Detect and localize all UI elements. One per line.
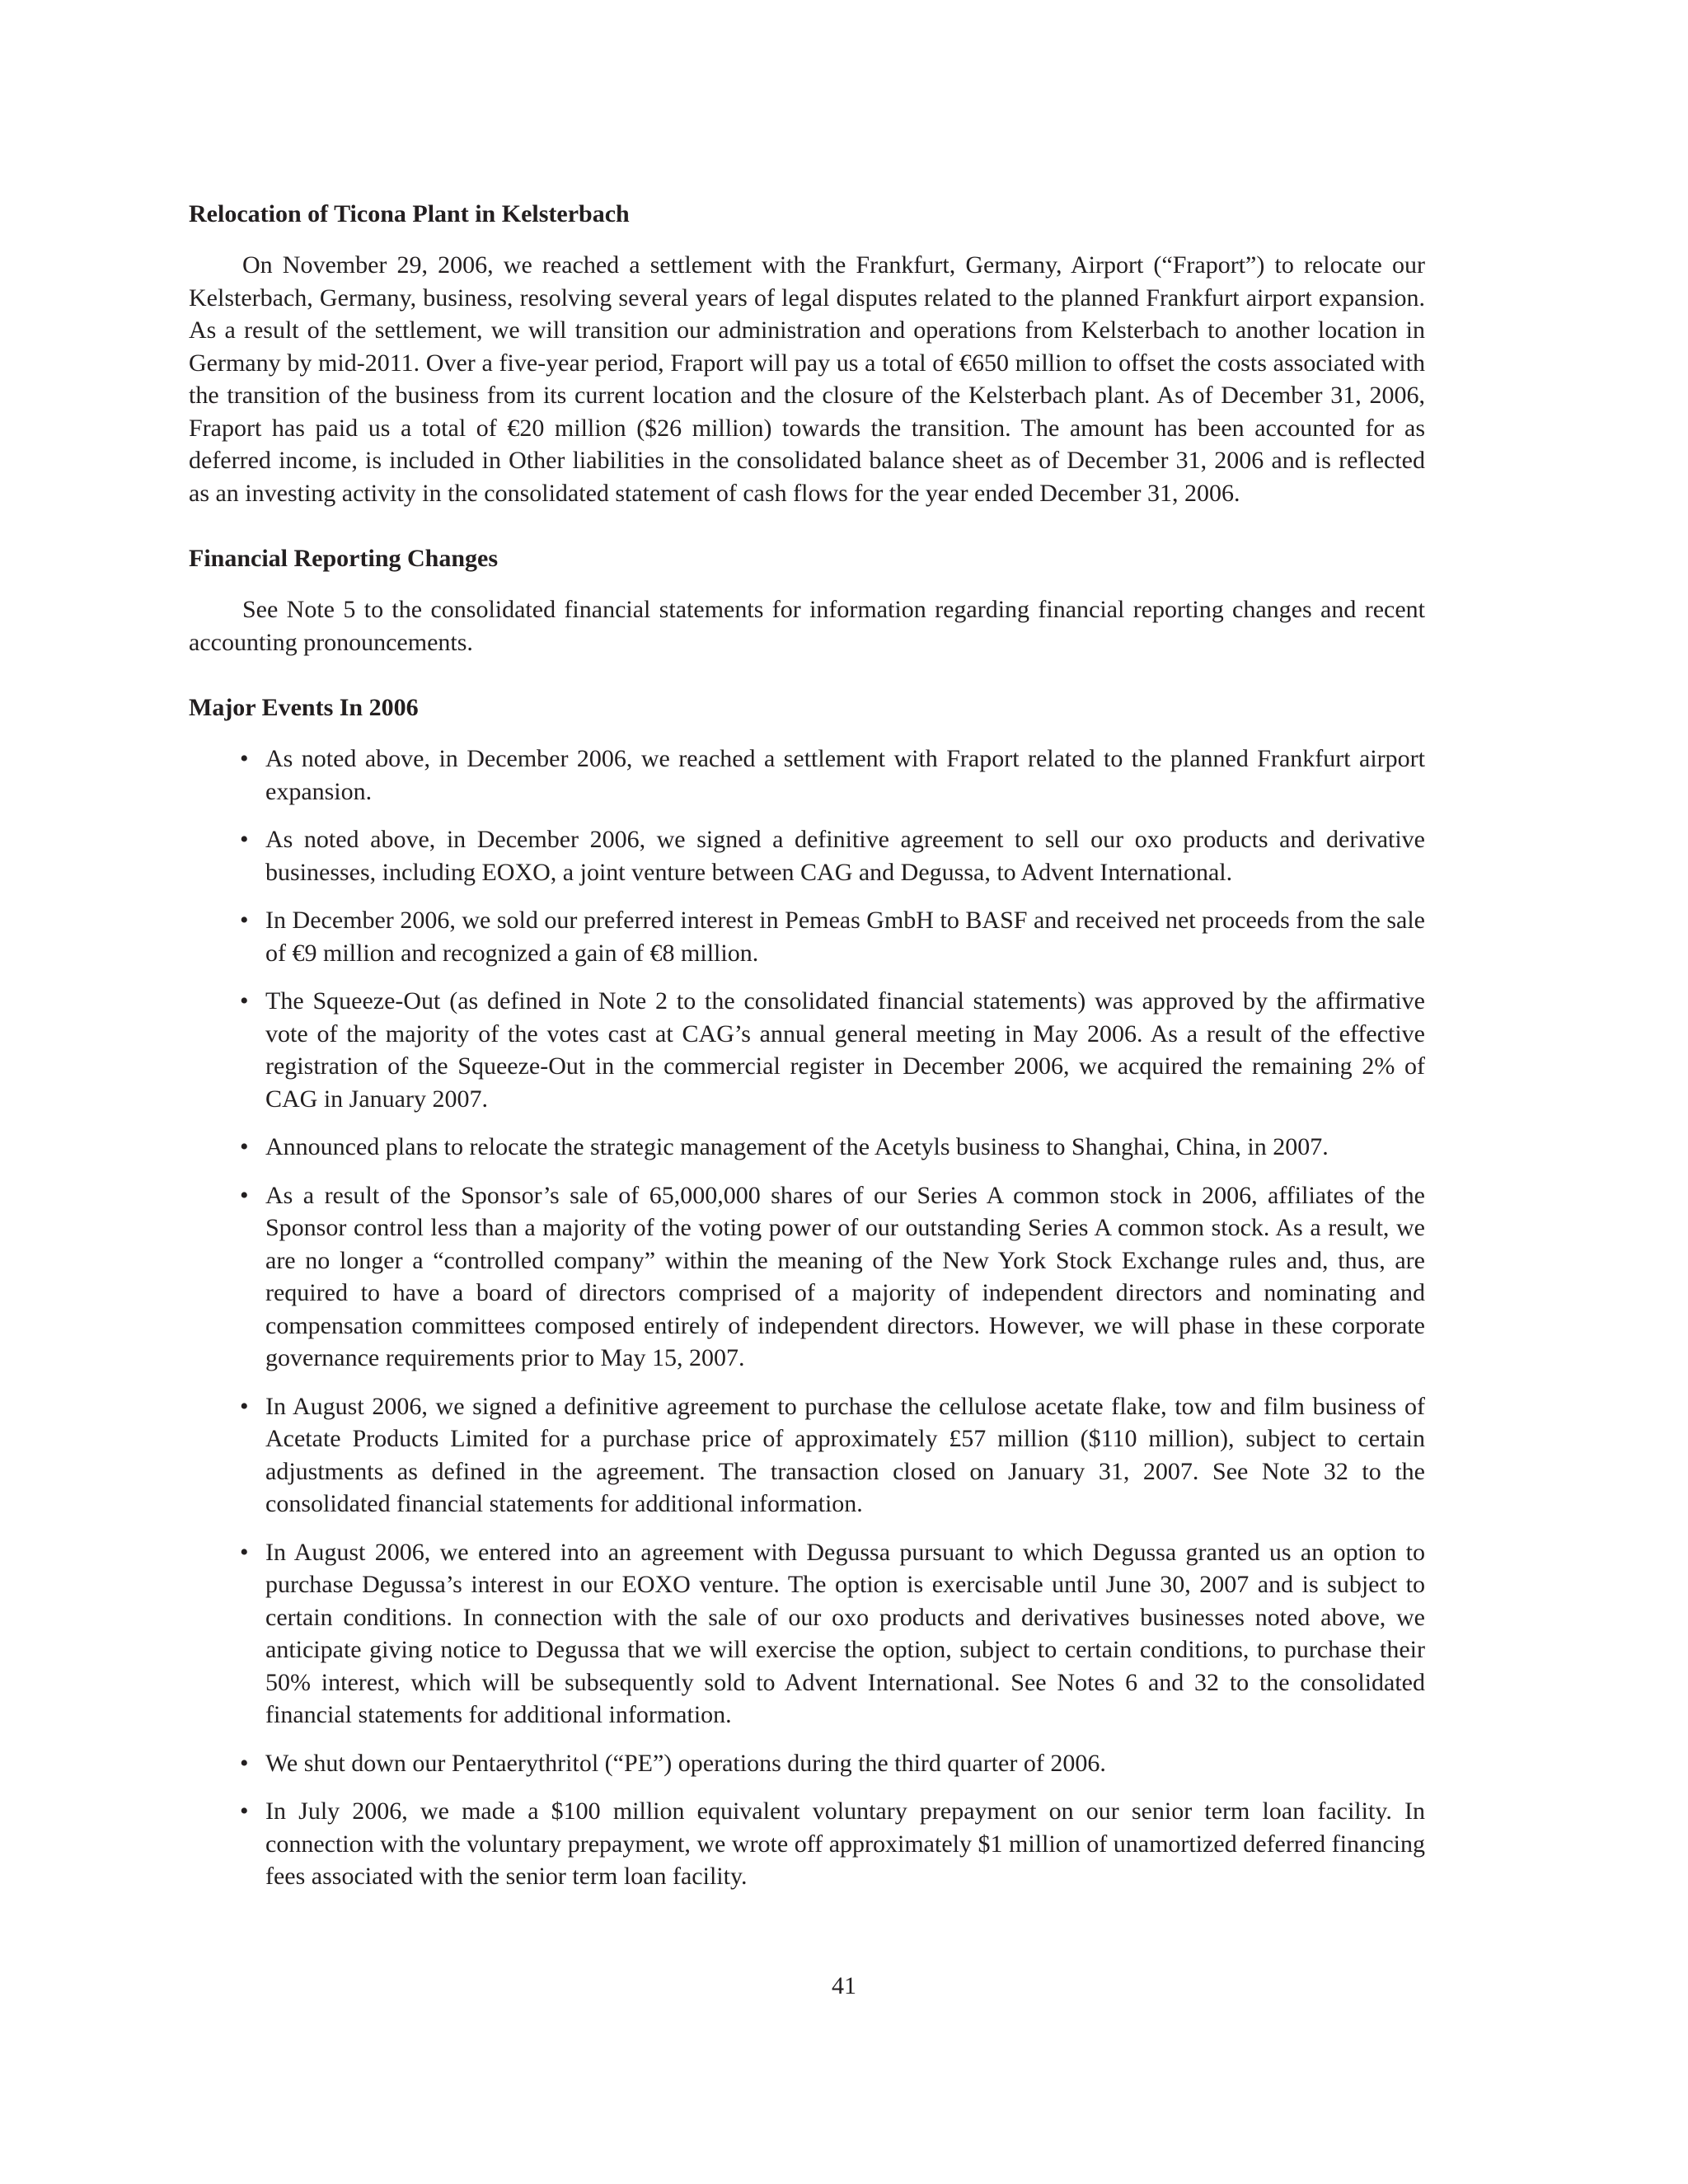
list-item (189, 1747, 1425, 1780)
list-item (189, 1131, 1425, 1164)
list-item-text: Announced plans to relocate the strategic management of the Acetyls business to Shanghai, China, in 2007. (265, 1133, 1329, 1160)
section-paragraph: On November 29, 2006, we reached a settlement with the Frankfurt, Germany, Airport (“Fraport”) to relocate our Kelsterbach, Germany, business, resolving several years of legal disputes related to the planned Frankfurt airport expansion. As a result of the settlement, we will transition our administration and operations from Kelsterbach to another location in Germany by mid-2011. Over a five-year period, Fraport will pay us a total of €650 million to offset the costs associated with the transition of the business from its current location and the closure of the Kelsterbach plant. As of December 31, 2006, Fraport has paid us a total of €20 million ($26 million) towards the transition. The amount has been accounted for as deferred income, is included in Other liabilities in the consolidated balance sheet as of December 31, 2006 and is reflected as an investing activity in the consolidated statement of cash flows for the year ended December 31, 2006. (189, 251, 1425, 507)
page-number: 41 (832, 1972, 856, 1999)
section-financial-reporting-changes (189, 542, 1425, 658)
list-item-text: In July 2006, we made a $100 million equivalent voluntary prepayment on our senior term loan facility. In connection with the voluntary prepayment, we wrote off approximately $1 million of unamortized deferred financing fees associated with the senior term loan facility. (265, 1797, 1425, 1890)
events-list (189, 743, 1425, 1893)
bullet-icon: • (240, 1392, 249, 1420)
document-page (189, 198, 1425, 1909)
bullet-icon: • (240, 1181, 249, 1209)
section-heading: Major Events In 2006 (189, 694, 419, 721)
list-item (189, 1536, 1425, 1732)
list-item (189, 743, 1425, 808)
section-heading: Financial Reporting Changes (189, 545, 499, 572)
list-item (189, 823, 1425, 888)
list-item (189, 1179, 1425, 1375)
bullet-icon: • (240, 1538, 249, 1566)
section-paragraph: See Note 5 to the consolidated financial statements for information regarding financial reporting changes and recent accounting pronouncements. (189, 596, 1425, 656)
bullet-icon: • (240, 907, 249, 934)
list-item (189, 1390, 1425, 1521)
bullet-icon: • (240, 1749, 249, 1777)
bullet-icon: • (240, 987, 249, 1015)
bullet-icon: • (240, 1133, 249, 1160)
list-item (189, 985, 1425, 1115)
list-item-text: In August 2006, we signed a definitive agreement to purchase the cellulose acetate flake, tow and film business of Acetate Products Limited for a purchase price of approximately £57 million ($110 million), subject to certain adjustments as defined in the agreement. The transaction closed on January 31, 2007. See Note 32 to the consolidated financial statements for additional information. (265, 1392, 1425, 1517)
list-item (189, 1795, 1425, 1893)
section-ticona-relocation (189, 198, 1425, 509)
section-major-events-2006 (189, 691, 1425, 1893)
list-item (189, 904, 1425, 969)
list-item-text: In August 2006, we entered into an agreement with Degussa pursuant to which Degussa granted us an option to purchase Degussa’s interest in our EOXO venture. The option is exercisable until June 30, 2007 and is subject to certain conditions. In connection with the sale of our oxo products and derivatives businesses noted above, we anticipate giving notice to Degussa that we will exercise the option, subject to certain conditions, to purchase their 50% interest, which will be subsequently sold to Advent International. See Notes 6 and 32 to the consolidated financial statements for additional information. (265, 1538, 1425, 1728)
list-item-text: In December 2006, we sold our preferred interest in Pemeas GmbH to BASF and received net proceeds from the sale of €9 million and recognized a gain of €8 million. (265, 907, 1425, 967)
list-item-text: The Squeeze-Out (as defined in Note 2 to the consolidated financial statements) was approved by the affirmative vote of the majority of the votes cast at CAG’s annual general meeting in May 2006. As a result of the effective registration of the Squeeze-Out in the commercial register in December 2006, we acquired the remaining 2% of CAG in January 2007. (265, 987, 1425, 1113)
list-item-text: As noted above, in December 2006, we reached a settlement with Fraport related to the planned Frankfurt airport expansion. (265, 745, 1425, 805)
bullet-icon: • (240, 1797, 249, 1825)
bullet-icon: • (240, 826, 249, 853)
list-item-text: We shut down our Pentaerythritol (“PE”) operations during the third quarter of 2006. (265, 1749, 1106, 1777)
list-item-text: As a result of the Sponsor’s sale of 65,000,000 shares of our Series A common stock in 2006, affiliates of the Sponsor control less than a majority of the voting power of our outstanding Series A common stock. As a result, we are no longer a “controlled company” within the meaning of the New York Stock Exchange rules and, thus, are required to have a board of directors comprised of a majority of independent directors and nominating and compensation committees composed entirely of independent directors. However, we will phase in these corporate governance requirements prior to May 15, 2007. (265, 1181, 1425, 1371)
bullet-icon: • (240, 745, 249, 772)
list-item-text: As noted above, in December 2006, we signed a definitive agreement to sell our oxo products and derivative businesses, including EOXO, a joint venture between CAG and Degussa, to Advent International. (265, 826, 1425, 886)
section-heading: Relocation of Ticona Plant in Kelsterbach (189, 200, 630, 227)
